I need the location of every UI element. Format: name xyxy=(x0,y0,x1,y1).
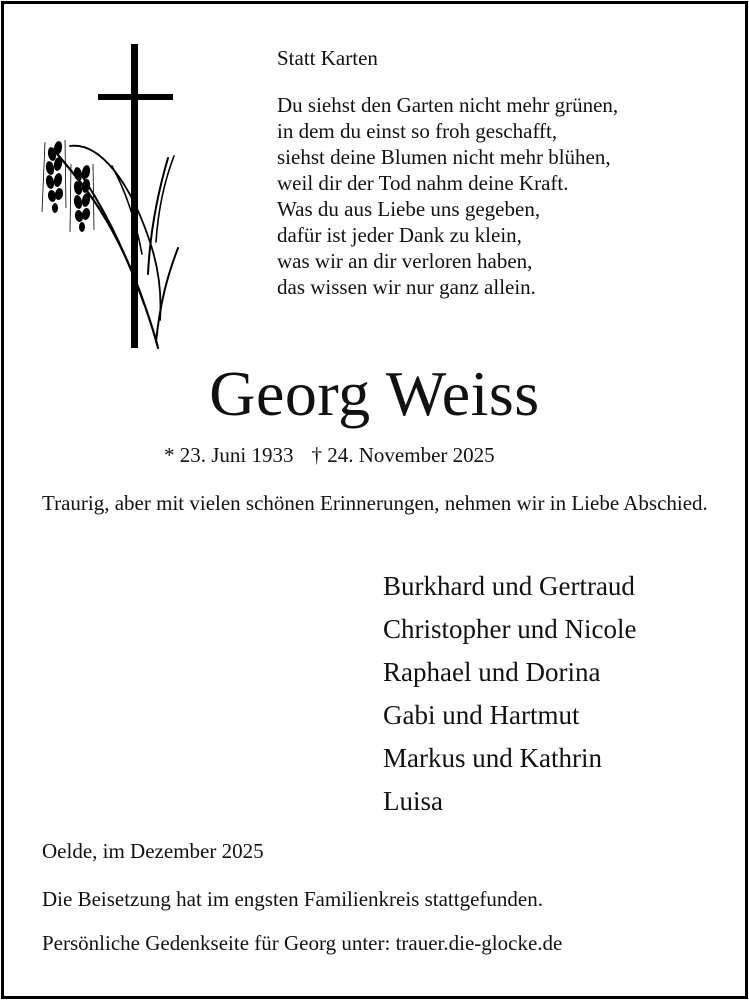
family-member: Burkhard und Gertraud xyxy=(383,571,635,601)
poem-line: das wissen wir nur ganz allein. xyxy=(277,275,536,299)
deceased-name: Georg Weiss xyxy=(209,358,540,429)
poem-line: Du siehst den Garten nicht mehr grünen, xyxy=(277,93,619,117)
family-member: Raphael und Dorina xyxy=(383,657,601,687)
poem-line: was wir an dir verloren haben, xyxy=(277,249,533,273)
funeral-note: Die Beisetzung hat im engsten Familienkreis stattgefunden. xyxy=(42,887,543,911)
death-date: † 24. November 2025 xyxy=(311,443,495,467)
family-list xyxy=(383,565,636,823)
family-member: Gabi und Hartmut xyxy=(383,700,580,730)
poem-line: Was du aus Liebe uns gegeben, xyxy=(277,197,541,221)
family-member: Markus und Kathrin xyxy=(383,743,602,773)
intro-heading: Statt Karten xyxy=(277,46,378,70)
poem-line: siehst deine Blumen nicht mehr blühen, xyxy=(277,145,611,169)
family-member: Luisa xyxy=(383,786,443,816)
poem xyxy=(277,92,618,300)
poem-line: dafür ist jeder Dank zu klein, xyxy=(277,223,522,247)
birth-date: * 23. Juni 1933 xyxy=(164,443,294,467)
place-and-date: Oelde, im Dezember 2025 xyxy=(42,839,264,863)
life-dates xyxy=(164,442,495,468)
family-member: Christopher und Nicole xyxy=(383,614,637,644)
poem-line: in dem du einst so froh geschafft, xyxy=(277,119,558,143)
memorial-page-note: Persönliche Gedenkseite für Georg unter: trauer.die-glocke.de xyxy=(42,931,563,955)
poem-line: weil dir der Tod nahm deine Kraft. xyxy=(277,171,569,195)
cross-with-wheat-icon xyxy=(40,42,180,350)
farewell-message: Traurig, aber mit vielen schönen Erinnerungen, nehmen wir in Liebe Abschied. xyxy=(42,491,708,515)
